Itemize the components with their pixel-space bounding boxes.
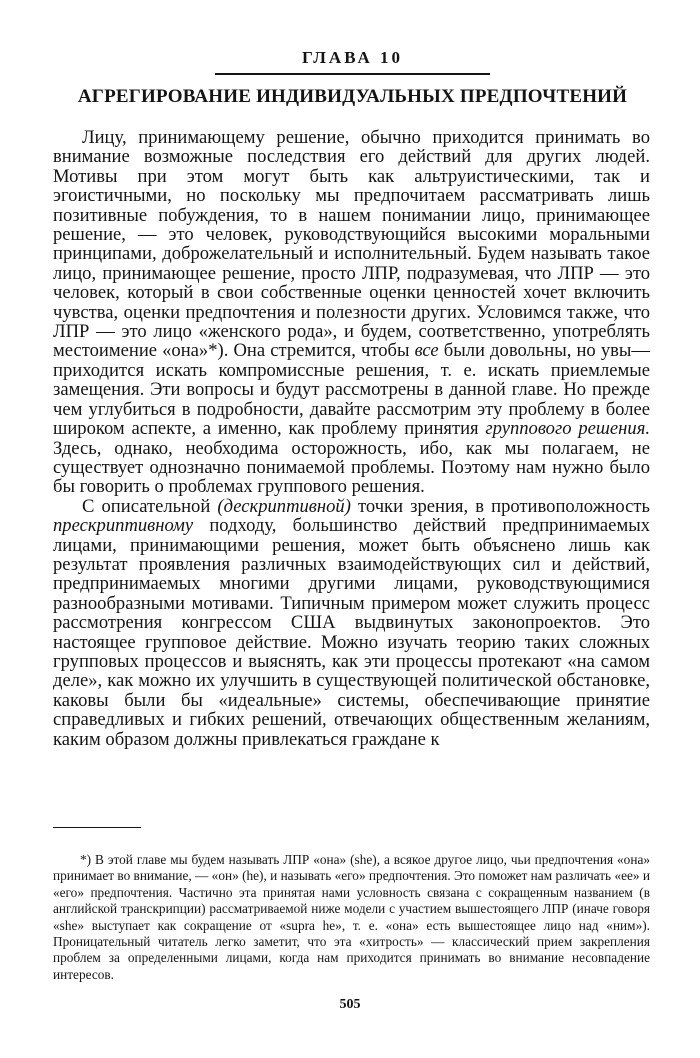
paragraph-2-emphasis-2: прескриптивному — [53, 515, 194, 537]
chapter-rule — [215, 73, 490, 75]
paragraph-2-part-1: С описательной — [82, 495, 218, 517]
chapter-label: ГЛАВА 10 — [302, 48, 403, 67]
paragraph-2-emphasis-1: (дескриптивной) — [217, 495, 351, 517]
paragraph-2-part-2: точки зрения, в противоположность — [350, 495, 650, 517]
body-text — [53, 128, 650, 749]
paragraph-1-emphasis-1: все — [414, 340, 439, 362]
footnote-text: *) В этой главе мы будем называть ЛПР «она» (she), а всякое другое лицо, чьи предпочтения «она» принимает во внимание, — «он» (he), и называть «его» предпочтения. Это поможет нам различать «ее» и «его» предпочтения. Частично эта принятая нами условность связана с сокращенным названием (в английской транскрипции) рассматриваемой ниже модели с участием вышестоящего ЛПР (иначе говоря «she» выступает как сокращение от «supra he», т. е. «она» есть вышестоящее лицо над «ним»). Проницательный читатель легко заметит, что эта «хитрость» — классический прием закрепления проблем за определенными лицами, когда нам приходится принимать во внимание несовпадение интересов. — [53, 852, 650, 982]
paragraph-1 — [53, 128, 650, 497]
paragraph-1-part-2: были довольны, но увы— приходится искать компромиссные решения, т. е. искать приемлемые замещения. Эти вопросы и будут рассмотрены в данной главе. Но прежде чем углубиться в подробности, давайте рассмотрим эту проблему в более широком аспекте, а именно, как проблему принятия — [53, 340, 650, 440]
footnote — [53, 852, 650, 983]
chapter-title: АГРЕГИРОВАНИЕ ИНДИВИДУАЛЬНЫХ ПРЕДПОЧТЕНИЙ — [77, 86, 628, 107]
paragraph-1-part-1: Лицу, принимающему решение, обычно приходится принимать во внимание возможные последствия его действий для других людей. Мотивы при этом могут быть как альтруистическими, так и эгоистичными, но поскольку мы предпочитаем рассматривать лишь позитивные побуждения, то в нашем понимании лицо, принимающее решение, — это человек, руководствующийся высокими моральными принципами, доброжелательный и исполнительный. Будем называть такое лицо, принимающее решение, просто ЛПР, подразумевая, что ЛПР — это человек, который в свои собственные оценки ценностей хочет включить чувства, оценки предпочтения и полезности других. Условимся также, что ЛПР — это лицо «женского рода», и будем, соответственно, употреблять местоимение «она»*). Она стремится, чтобы — [53, 127, 650, 362]
footnote-rule — [53, 827, 141, 828]
page-number: 505 — [339, 997, 361, 1012]
paragraph-2-part-3: подходу, большинство действий предпринимаемых лицами, принимающими решения, может быть объяснено лишь как результат проявления различных взаимодействующих сил и действий, предпринимаемых многими другими лицами, руководствующимися разнообразными мотивами. Типичным примером может служить процесс рассмотрения конгрессом США выдвинутых законопроектов. Это настоящее групповое действие. Можно изучать теорию таких сложных групповых процессов и выяснять, как эти процессы протекают «на самом деле», как можно их улучшить в существующей политической обстановке, каковы были бы «идеальные» системы, обеспечивающие принятие справедливых и гибких решений, отвечающих общественным желаниям, каким образом должны привлекаться граждане к — [53, 515, 650, 750]
paragraph-1-emphasis-2: группового решения. — [485, 418, 650, 440]
paragraph-2 — [53, 497, 650, 749]
paragraph-1-part-3: Здесь, однако, необходима осторожность, ибо, как мы полагаем, не существует однозначно понимаемой проблемы. Поэтому нам нужно было бы говорить о проблемах группового решения. — [53, 437, 650, 498]
